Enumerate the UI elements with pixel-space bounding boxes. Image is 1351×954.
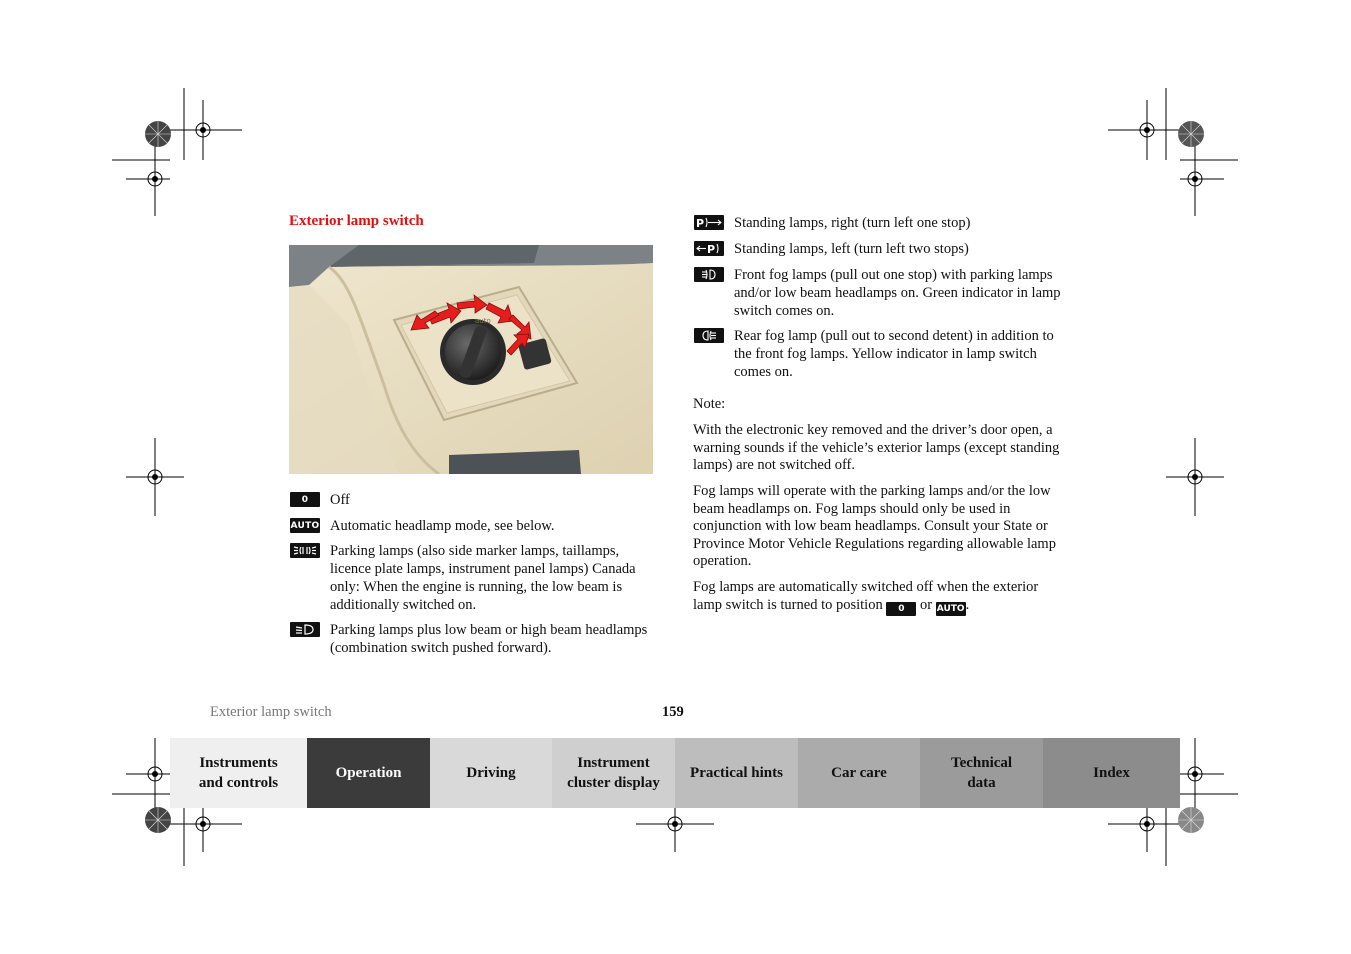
auto-position-icon: AUTO: [936, 602, 966, 616]
standing-lamp-left-icon: [694, 241, 724, 256]
switch-label-auto: auto: [475, 317, 491, 325]
parking-lamps-icon: [290, 543, 320, 558]
note-paragraph-1: With the electronic key removed and the driver’s door open, a warning sounds if the vehicle’s exterior lamps (except standing lamps) are not switched off.: [693, 422, 1060, 473]
legend-item-front-fog: [694, 266, 1064, 320]
zero-position-icon: 0: [290, 492, 320, 507]
tab-operation[interactable]: Operation: [307, 738, 430, 808]
legend-item-rear-fog: [694, 327, 1064, 381]
legend-text: Automatic headlamp mode, see below.: [330, 518, 555, 534]
paragraph-text: .: [965, 596, 970, 613]
legend-item-parking: [290, 542, 660, 614]
low-beam-icon: [290, 622, 320, 637]
note-paragraph-3: [693, 579, 1063, 616]
legend-item-auto: [290, 517, 660, 535]
legend-item-off: [290, 491, 660, 509]
section-title: Exterior lamp switch: [289, 213, 424, 229]
chapter-tab-bar: [170, 738, 1180, 808]
front-fog-lamp-icon: [694, 267, 724, 282]
tab-instrument-cluster-display[interactable]: Instrument cluster display: [552, 738, 675, 808]
tab-instruments-and-controls[interactable]: Instruments and controls: [170, 738, 307, 808]
legend-item-standing-left: [694, 240, 1064, 258]
svg-text:P: P: [707, 243, 716, 254]
tab-practical-hints[interactable]: Practical hints: [675, 738, 798, 808]
lamp-switch-illustration: [289, 245, 653, 474]
legend-text: Standing lamps, left (turn left two stops): [734, 241, 969, 257]
auto-position-icon: AUTO: [290, 518, 320, 533]
tab-index[interactable]: Index: [1043, 738, 1180, 808]
legend-text: Standing lamps, right (turn left one stop): [734, 215, 971, 231]
standing-lamp-right-icon: [694, 215, 724, 230]
tab-driving[interactable]: Driving: [430, 738, 552, 808]
footer-section-label: Exterior lamp switch: [210, 704, 332, 720]
legend-item-standing-right: [694, 214, 1064, 232]
tab-technical-data[interactable]: Technical data: [920, 738, 1043, 808]
paragraph-text: or: [916, 596, 936, 613]
tab-car-care[interactable]: Car care: [798, 738, 920, 808]
note-label: Note:: [693, 396, 726, 412]
zero-position-icon: 0: [886, 602, 916, 616]
legend-text: Off: [330, 492, 350, 508]
svg-text:P: P: [696, 217, 705, 228]
note-paragraph-2: Fog lamps will operate with the parking lamps and/or the low beam headlamps on. Fog lamps should only be used in conjunction with low beam headlamps. Consult your State or Province Motor Vehicle Regulations regarding allowable lamp operation.: [693, 483, 1056, 569]
rear-fog-lamp-icon: [694, 328, 724, 343]
legend-text: Front fog lamps (pull out one stop) with parking lamps and/or low beam headlamps on. Green indicator in lamp switch comes on.: [734, 267, 1061, 319]
page-number: 159: [662, 704, 684, 720]
legend-item-low-beam: [290, 621, 660, 657]
legend-text: Rear fog lamp (pull out to second detent) in addition to the front fog lamps. Yellow indicator in lamp switch comes on.: [734, 328, 1054, 380]
legend-text: Parking lamps plus low beam or high beam headlamps (combination switch pushed forward).: [330, 622, 648, 656]
paragraph-text: Fog lamps are automatically switched off when the exterior lamp switch is turned to position: [693, 579, 1039, 613]
legend-text: Parking lamps (also side marker lamps, taillamps, licence plate lamps, instrument panel lamps) Canada only: When the engine is running, the low beam is additionally switched on.: [330, 543, 636, 613]
